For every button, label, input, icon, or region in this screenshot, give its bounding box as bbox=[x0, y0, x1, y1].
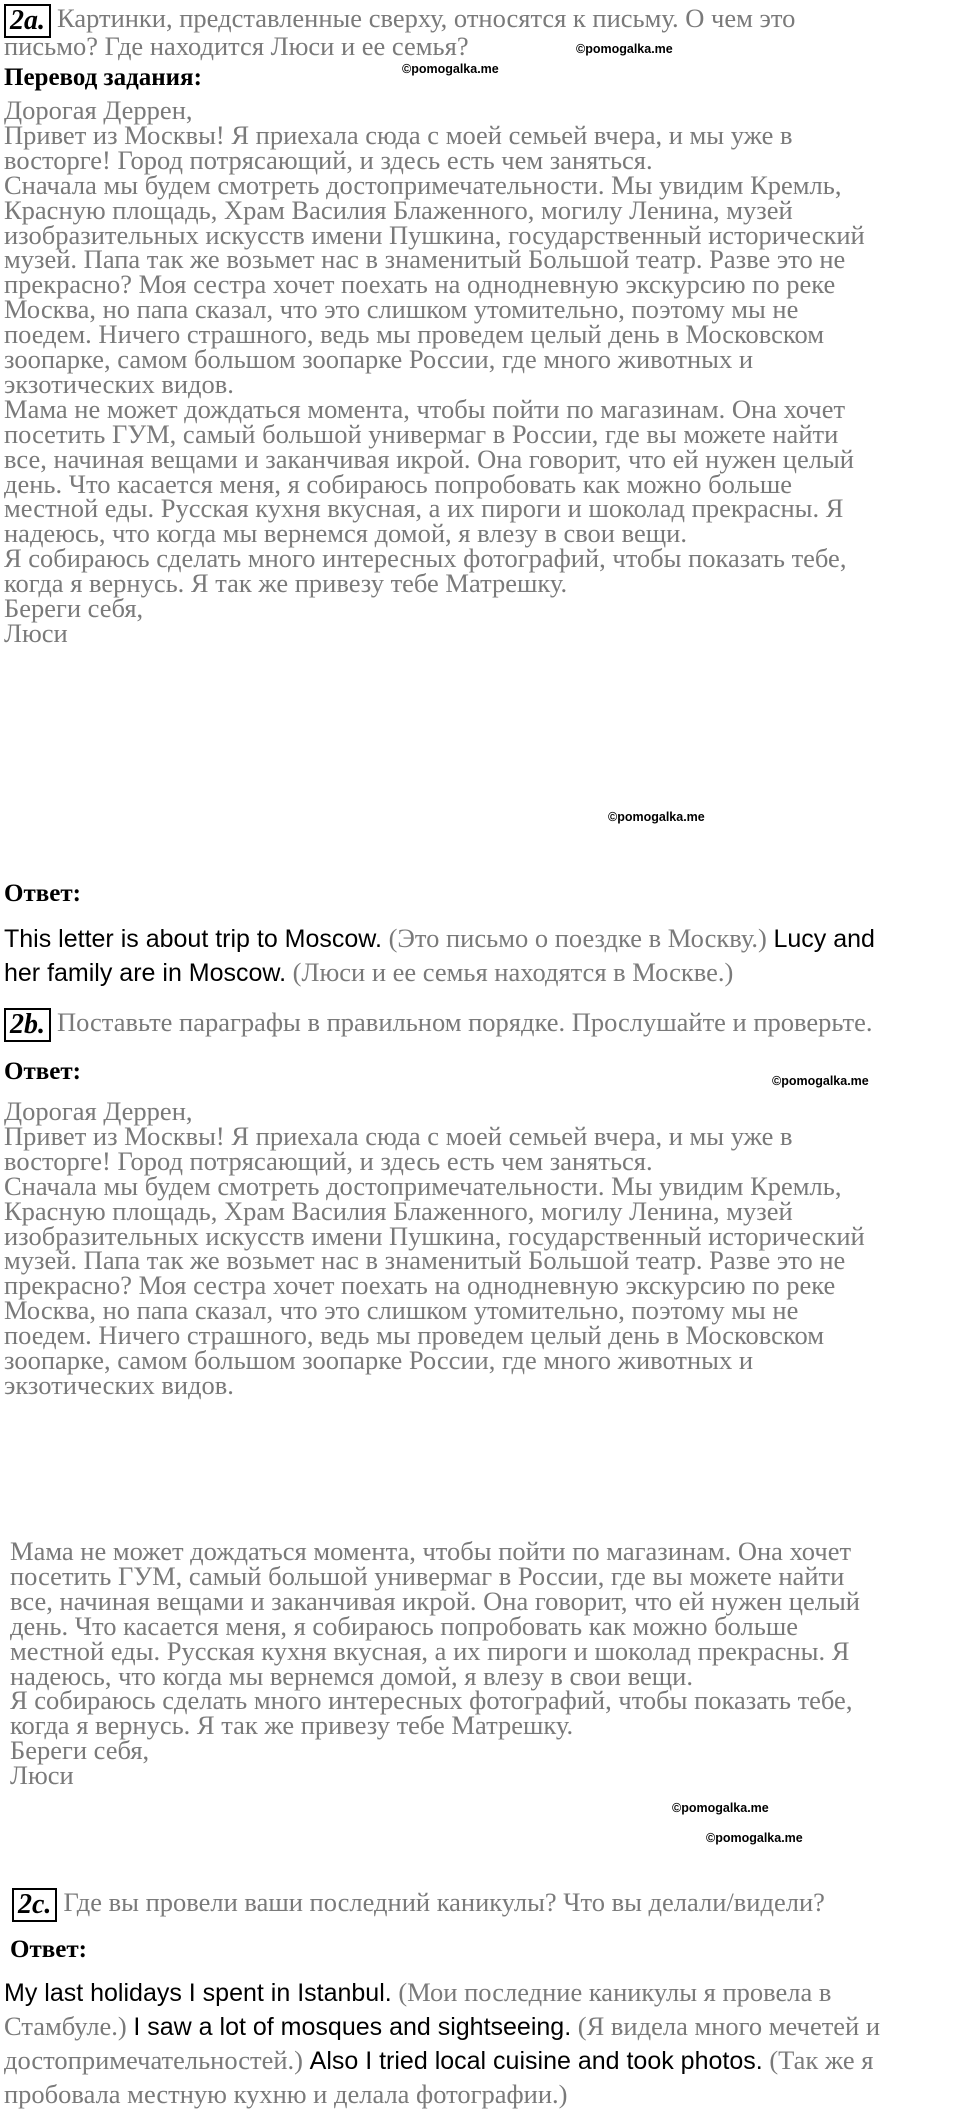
task-2c-line: 2c. Где вы провели ваши последний каникулы? Что вы делали/видели? bbox=[12, 1886, 825, 1922]
answer-2c-line1: My last holidays I spent in Istanbul. (Мои последние каникулы я провела в bbox=[4, 1977, 832, 2007]
letter-line: Москва, но папа сказал, что это слишком утомительно, поэтому мы не bbox=[4, 1295, 799, 1326]
watermark: ©pomogalka.me bbox=[772, 1074, 869, 1088]
letter-line: Дорогая Деррен, bbox=[4, 95, 193, 125]
letter-line: Береги себя, bbox=[10, 1735, 150, 1766]
letter-line: посетить ГУМ, самый большой универмаг в России, где вы можете найти bbox=[4, 418, 839, 449]
letter-line: надеюсь, что когда мы вернемся домой, я влезу в свои вещи. bbox=[10, 1660, 693, 1691]
answer-2a-line2: her family are in Moscow. (Люси и ее семья находятся в Москве.) bbox=[4, 957, 734, 987]
answer-heading-2c: Ответ: bbox=[10, 1936, 87, 1963]
letter-line: поедем. Ничего страшного, ведь мы проведем целый день в Московском bbox=[4, 1320, 824, 1351]
letter-line: день. Что касается меня, я собираюсь попробовать как можно больше bbox=[4, 468, 793, 499]
letter-line: экзотических видов. bbox=[4, 368, 234, 399]
letter-line: экзотических видов. bbox=[4, 1369, 234, 1400]
letter-line: Я собираюсь сделать много интересных фотографий, чтобы показать тебе, bbox=[10, 1685, 853, 1716]
task-2b-line: 2b. Поставьте параграфы в правильном порядке. Прослушайте и проверьте. bbox=[4, 1006, 872, 1042]
letter-line: местной еды. Русская кухня вкусная, а их пироги и шоколад прекрасны. Я bbox=[10, 1635, 850, 1666]
letter-line: Привет из Москвы! Я приехала сюда с моей семьей вчера, и мы уже в bbox=[4, 1120, 793, 1151]
letter-line: восторге! Город потрясающий, и здесь есть чем заняться. bbox=[4, 144, 653, 175]
letter-line: местной еды. Русская кухня вкусная, а их пироги и шоколад прекрасны. Я bbox=[4, 493, 844, 524]
watermark: ©pomogalka.me bbox=[576, 42, 673, 56]
letter-line: когда я вернусь. Я так же привезу тебе Матрешку. bbox=[10, 1710, 574, 1741]
letter-line: Люси bbox=[10, 1760, 74, 1791]
task-2a-line1: 2a. Картинки, представленные сверху, относятся к письму. О чем это bbox=[4, 2, 795, 38]
letter-line: изобразительных искусств имени Пушкина, государственный исторический bbox=[4, 219, 865, 250]
letter-line: Дорогая Деррен, bbox=[4, 1096, 193, 1126]
letter-line: Сначала мы будем смотреть достопримечательности. Мы увидим Кремль, bbox=[4, 169, 842, 200]
letter-line: музей. Папа так же возьмет нас в знаменитый Большой театр. Разве это не bbox=[4, 1245, 846, 1276]
letter-line: все, начиная вещами и заканчивая икрой. Она говорит, что ей нужен целый bbox=[10, 1585, 860, 1616]
task-2c-badge: 2c. bbox=[12, 1888, 57, 1922]
letter-line: Я собираюсь сделать много интересных фотографий, чтобы показать тебе, bbox=[4, 543, 847, 574]
task-2a-line2: письмо? Где находится Люси и ее семья? bbox=[4, 31, 469, 61]
letter-line: Красную площадь, Храм Василия Блаженного, могилу Ленина, музей bbox=[4, 194, 793, 225]
task-2a-badge: 2a. bbox=[4, 4, 51, 38]
letter-line: восторге! Город потрясающий, и здесь есть чем заняться. bbox=[4, 1145, 653, 1176]
letter-line: изобразительных искусств имени Пушкина, государственный исторический bbox=[4, 1220, 865, 1251]
letter-line: Москва, но папа сказал, что это слишком утомительно, поэтому мы не bbox=[4, 294, 799, 325]
letter-line: Мама не может дождаться момента, чтобы пойти по магазинам. Она хочет bbox=[4, 393, 846, 424]
watermark: ©pomogalka.me bbox=[402, 62, 499, 76]
watermark: ©pomogalka.me bbox=[608, 810, 705, 824]
letter-line: зоопарке, самом большом зоопарке России, где много животных и bbox=[4, 344, 754, 374]
letter-line: поедем. Ничего страшного, ведь мы проведем целый день в Московском bbox=[4, 319, 824, 350]
answer-heading-2a: Ответ: bbox=[4, 880, 81, 907]
letter-line: все, начиная вещами и заканчивая икрой. Она говорит, что ей нужен целый bbox=[4, 443, 854, 474]
letter-line: Мама не может дождаться момента, чтобы пойти по магазинам. Она хочет bbox=[10, 1536, 852, 1566]
answer-2c-line3: достопримечательностей.) Also I tried local cuisine and took photos. (Так же я bbox=[4, 2045, 874, 2075]
translation-heading: Перевод задания: bbox=[4, 64, 202, 91]
watermark: ©pomogalka.me bbox=[706, 1831, 803, 1845]
letter-line: прекрасно? Моя сестра хочет поехать на однодневную экскурсию по реке bbox=[4, 269, 836, 300]
letter-line: прекрасно? Моя сестра хочет поехать на однодневную экскурсию по реке bbox=[4, 1270, 836, 1301]
letter-line: надеюсь, что когда мы вернемся домой, я влезу в свои вещи. bbox=[4, 518, 687, 549]
answer-2c-line2: Стамбуле.) I saw a lot of mosques and sightseeing. (Я видела много мечетей и bbox=[4, 2011, 881, 2041]
letter-line: Люси bbox=[4, 617, 68, 648]
letter-line: Привет из Москвы! Я приехала сюда с моей семьей вчера, и мы уже в bbox=[4, 119, 793, 150]
answer-heading-2b: Ответ: bbox=[4, 1058, 81, 1085]
letter-line: посетить ГУМ, самый большой универмаг в России, где вы можете найти bbox=[10, 1560, 845, 1591]
answer-2a-line1: This letter is about trip to Moscow. (Это письмо о поездке в Москву.) Lucy and bbox=[4, 923, 875, 953]
letter-line: Сначала мы будем смотреть достопримечательности. Мы увидим Кремль, bbox=[4, 1170, 842, 1201]
letter-line: музей. Папа так же возьмет нас в знаменитый Большой театр. Разве это не bbox=[4, 244, 846, 275]
letter-line: Береги себя, bbox=[4, 593, 144, 623]
task-2b-badge: 2b. bbox=[4, 1008, 51, 1042]
watermark: ©pomogalka.me bbox=[672, 1801, 769, 1815]
letter-line: зоопарке, самом большом зоопарке России, где много животных и bbox=[4, 1345, 754, 1375]
answer-2c-line4: пробовала местную кухню и делала фотографии.) bbox=[4, 2079, 568, 2109]
letter-line: день. Что касается меня, я собираюсь попробовать как можно больше bbox=[10, 1610, 799, 1641]
letter-line: когда я вернусь. Я так же привезу тебе Матрешку. bbox=[4, 568, 568, 599]
letter-line: Красную площадь, Храм Василия Блаженного, могилу Ленина, музей bbox=[4, 1195, 793, 1226]
